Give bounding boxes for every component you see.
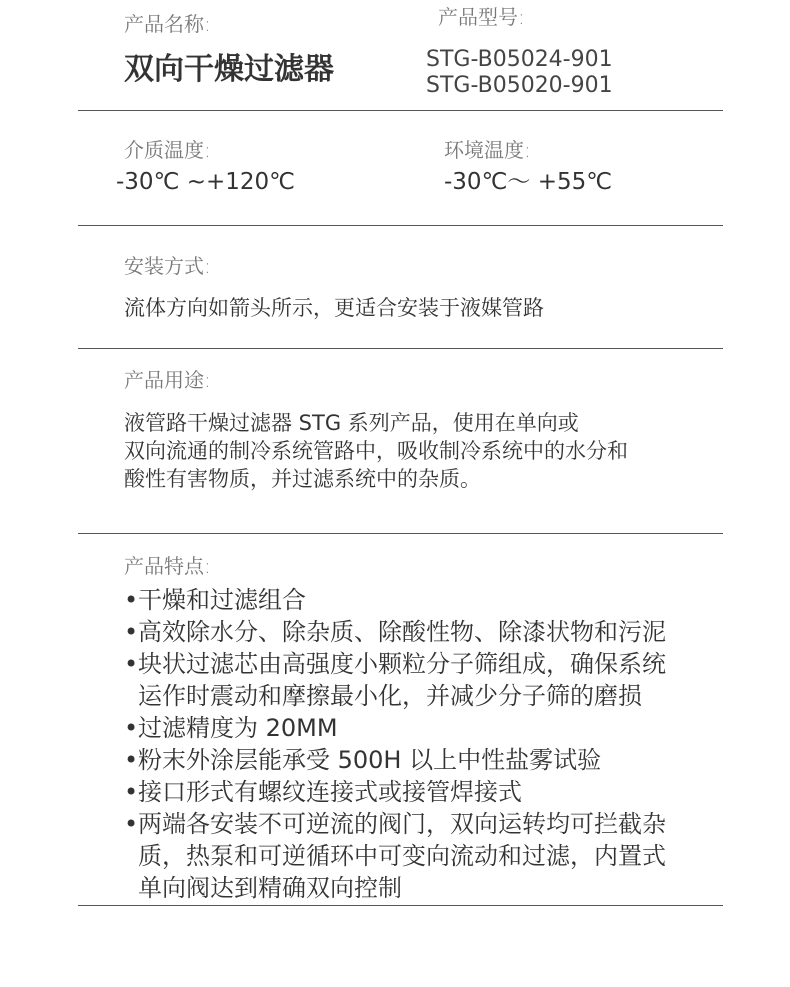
usage-label: 产品用途: [124,368,211,392]
product-model-list [426,47,613,99]
bullet-icon: • [124,714,139,742]
product-model-value: STG-B05020-901 [426,73,613,98]
section-divider [78,905,723,906]
bullet-icon: • [124,618,139,646]
features-label: 产品特点: [124,554,211,578]
usage-text [124,409,628,493]
section-divider [78,533,723,534]
feature-item: • 两端各安装不可逆流的阀门，双向运转均可拦截杂 质，热泵和可逆循环中可变向流动和过滤，内置式 单向阀达到精确双向控制 [124,810,666,902]
product-name-value: 双向干燥过滤器 [124,52,334,87]
section-divider [78,225,723,226]
section-divider [78,348,723,349]
usage-line: 酸性有害物质，并过滤系统中的杂质。 [124,467,481,491]
bullet-icon: • [124,778,139,806]
ambient-temp-label: 环境温度: [444,138,531,162]
bullet-icon: • [124,810,139,838]
usage-line: 双向流通的制冷系统管路中，吸收制冷系统中的水分和 [124,439,628,463]
bullet-icon: • [124,650,139,678]
usage-line: 液管路干燥过滤器 STG 系列产品，使用在单向或 [124,411,579,435]
medium-temp-value: -30℃ ~+120℃ [116,169,295,195]
features-list [124,584,666,904]
product-name-label: 产品名称: [124,12,211,36]
bullet-icon: • [124,746,139,774]
product-model-value: STG-B05024-901 [426,47,613,72]
feature-item: • 过滤精度为 20MM [124,714,338,742]
medium-temp-label: 介质温度: [124,138,211,162]
product-model-label: 产品型号: [438,5,525,29]
feature-item: • 粉末外涂层能承受 500H 以上中性盐雾试验 [124,746,602,774]
feature-item: • 干燥和过滤组合 [124,586,306,614]
section-divider [78,110,723,111]
feature-item: • 高效除水分、除杂质、除酸性物、除漆状物和污泥 [124,618,666,646]
installation-value: 流体方向如箭头所示，更适合安装于液媒管路 [124,296,544,320]
feature-item: • 接口形式有螺纹连接式或接管焊接式 [124,778,522,806]
installation-label: 安装方式: [124,254,211,278]
bullet-icon: • [124,586,139,614]
feature-item: • 块状过滤芯由高强度小颗粒分子筛组成，确保系统 运作时震动和摩擦最小化，并减少分子筛的磨损 [124,650,666,710]
ambient-temp-value: -30℃～ +55℃ [444,169,613,195]
